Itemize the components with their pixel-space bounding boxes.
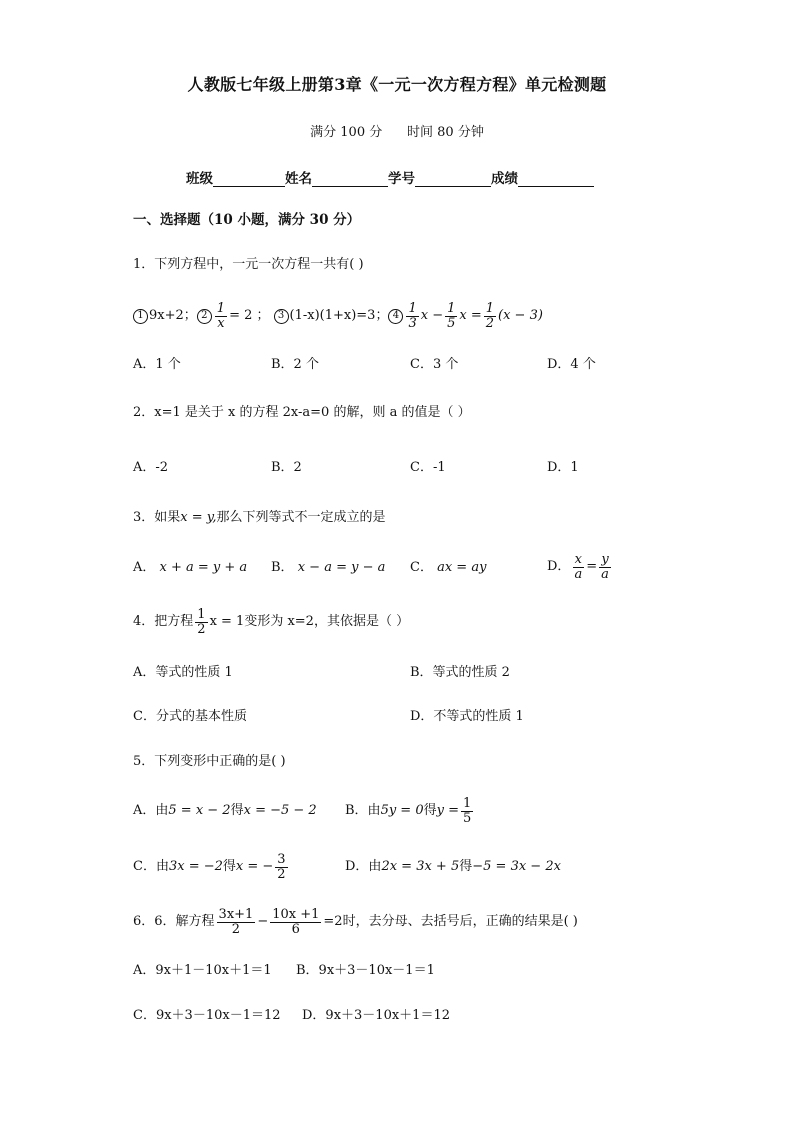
class-blank[interactable]	[213, 170, 285, 187]
option-d[interactable]: D． $\frac{x}{a}$ = $\frac{y}{a}$	[547, 551, 609, 582]
option-b[interactable]: B．等式的性质 2	[410, 665, 510, 680]
option-a[interactable]: A．-2	[133, 460, 169, 475]
expr-2-rhs: = 2 ；	[229, 308, 270, 323]
circled-number: 1	[133, 309, 148, 324]
fraction: $\frac{1}{3}$	[408, 300, 417, 331]
option-a[interactable]: A．9x＋1－10x＋1＝1	[133, 963, 272, 978]
option-b[interactable]: B．9x＋3－10x－1＝1	[296, 963, 435, 978]
option-c[interactable]: C．-1	[410, 460, 446, 475]
option-d[interactable]: D．由2x = 3x + 5得−5 = 3x − 2x	[345, 859, 561, 874]
option-d[interactable]: D．不等式的性质 1	[410, 709, 524, 724]
name-blank[interactable]	[312, 170, 388, 187]
math-expr: x = y,	[180, 510, 217, 525]
expr-4-part: x =	[459, 308, 482, 323]
circled-number: 2	[197, 309, 212, 324]
question-4-stem: 4．把方程 $\frac{1}{2}$ x = 1 变形为 x=2，其依据是（ ）	[133, 606, 410, 637]
option-c[interactable]: C．由 3x = −2 得 x = − $\frac{3}{2}$	[133, 851, 286, 882]
stem-text: 3．如果	[133, 510, 181, 525]
option-b[interactable]: B．2 个	[271, 357, 319, 372]
stem-text: 那么下列等式不一定成立的是	[216, 510, 386, 525]
section-heading: 一、选择题（10 小题，满分 30 分）	[133, 212, 361, 228]
option-c[interactable]: C．分式的基本性质	[133, 709, 247, 724]
class-label: 班级	[186, 171, 213, 187]
option-d[interactable]: D．1	[547, 460, 579, 475]
exam-subtitle: 满分 100 分 时间 80 分钟	[310, 125, 484, 140]
question-1-expressions	[133, 298, 543, 334]
expr-4-part: (x − 3)	[498, 308, 543, 323]
option-c[interactable]: C．9x＋3－10x－1＝12	[133, 1008, 281, 1023]
option-d[interactable]: D．9x＋3－10x＋1＝12	[302, 1008, 450, 1023]
id-blank[interactable]	[415, 170, 491, 187]
question-1-stem: 1．下列方程中，一元一次方程一共有( )	[133, 257, 364, 272]
score-label: 成绩	[491, 171, 518, 187]
circled-number: 3	[274, 309, 289, 324]
option-b[interactable]: B．由 5y = 0 得 y = $\frac{1}{5}$	[345, 795, 472, 826]
expr-1: 9x+2；	[149, 308, 197, 323]
circled-number: 4	[388, 309, 403, 324]
fraction: $\frac{1}{x}$	[216, 300, 226, 331]
expr-3: (1-x)(1+x)=3；	[289, 308, 389, 323]
fraction: $\frac{1}{2}$	[485, 300, 495, 331]
option-d[interactable]: D．4 个	[547, 357, 596, 372]
question-3-stem	[133, 509, 386, 527]
option-c[interactable]: C．3 个	[410, 357, 459, 372]
question-5-stem: 5．下列变形中正确的是( )	[133, 754, 286, 769]
student-info-row	[186, 167, 594, 187]
question-6-stem: 6．6．解方程 $\frac{3x+1}{2}$ − $\frac{10x +1}{6}$ =2时，去分母、去括号后，正确的结果是( )	[133, 906, 578, 937]
fraction: $\frac{1}{5}$	[447, 300, 456, 331]
option-b[interactable]: B．2	[271, 460, 302, 475]
expr-4-part: x −	[420, 308, 444, 323]
option-a[interactable]: A．等式的性质 1	[133, 665, 233, 680]
option-a[interactable]: A．由5 = x − 2得x = −5 − 2	[133, 803, 317, 818]
option-c[interactable]: C． ax = ay	[410, 560, 487, 575]
option-a[interactable]: A．1 个	[133, 357, 181, 372]
page-title: 人教版七年级上册第3章《一元一次方程方程》单元检测题	[187, 75, 607, 94]
id-label: 学号	[388, 171, 415, 187]
name-label: 姓名	[285, 171, 312, 187]
option-a[interactable]: A． x + a = y + a	[133, 560, 248, 575]
option-b[interactable]: B． x − a = y − a	[271, 560, 386, 575]
score-blank[interactable]	[518, 170, 594, 187]
question-2-stem: 2．x=1 是关于 x 的方程 2x-a=0 的解，则 a 的值是（ ）	[133, 405, 471, 420]
